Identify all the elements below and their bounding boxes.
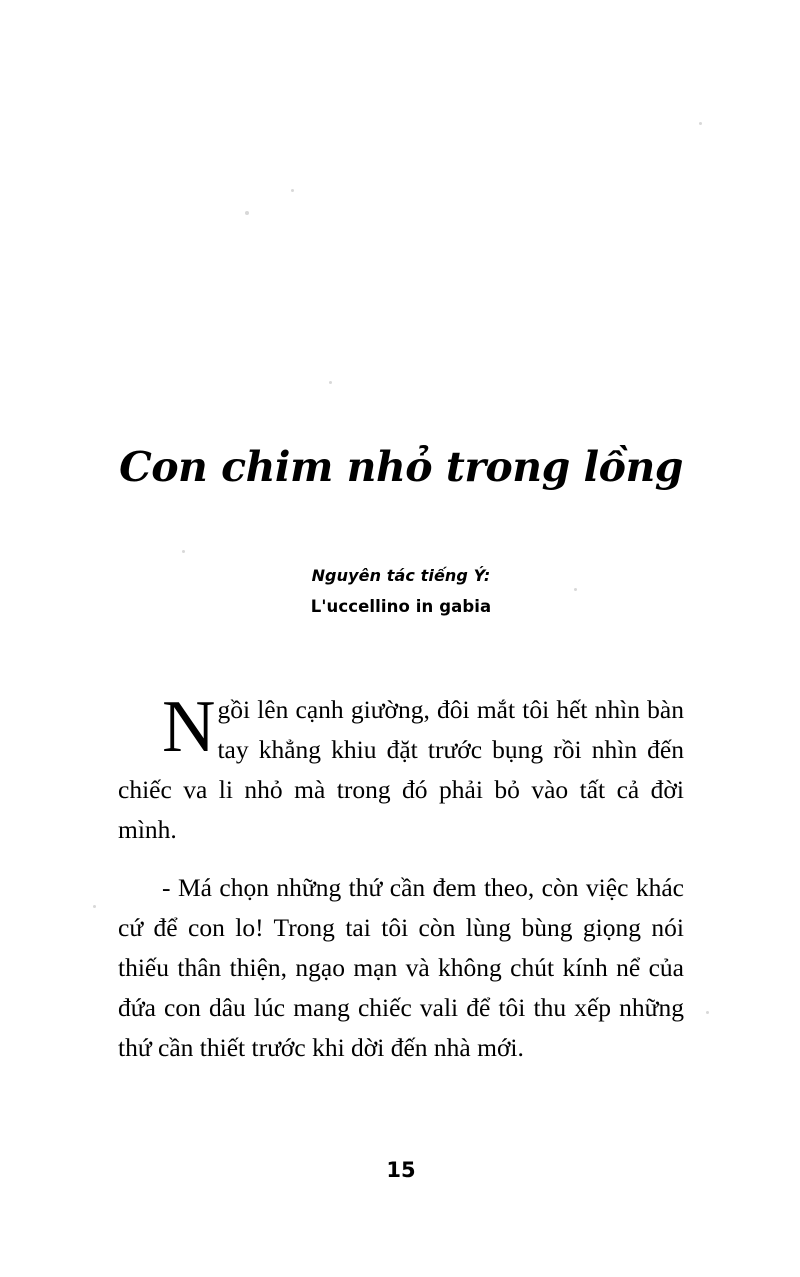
page-number: 15: [386, 1158, 416, 1182]
chapter-title: Con chim nhỏ trong lồng: [119, 443, 683, 492]
paragraph: [118, 686, 684, 850]
page-content: [118, 0, 684, 1277]
paragraph-text: gồi lên cạnh giường, đôi mắt tôi hết nhìn bàn tay khẳng khiu đặt trước bụng rồi nhìn đến chiếc va li nhỏ mà trong đó phải bỏ vào tất cả đời mình.: [118, 695, 684, 844]
scan-speck: [706, 1011, 709, 1014]
scan-speck: [699, 122, 702, 125]
body-text: [118, 686, 684, 1068]
scan-speck: [93, 905, 96, 908]
original-title: L'uccellino in gabia: [310, 597, 492, 616]
drop-cap: N: [162, 686, 216, 768]
paragraph-text: - Má chọn những thứ cần đem theo, còn việc khác cứ để con lo! Trong tai tôi còn lùng bùng giọng nói thiếu thân thiện, ngạo mạn và không chút kính nể của đứa con dâu lúc mang chiếc vali để tôi thu xếp những thứ cần thiết trước khi dời đến nhà mới.: [118, 873, 684, 1062]
original-source-block: [118, 566, 684, 616]
original-language-label: Nguyên tác tiếng Ý:: [311, 566, 491, 585]
paragraph: [118, 868, 684, 1068]
